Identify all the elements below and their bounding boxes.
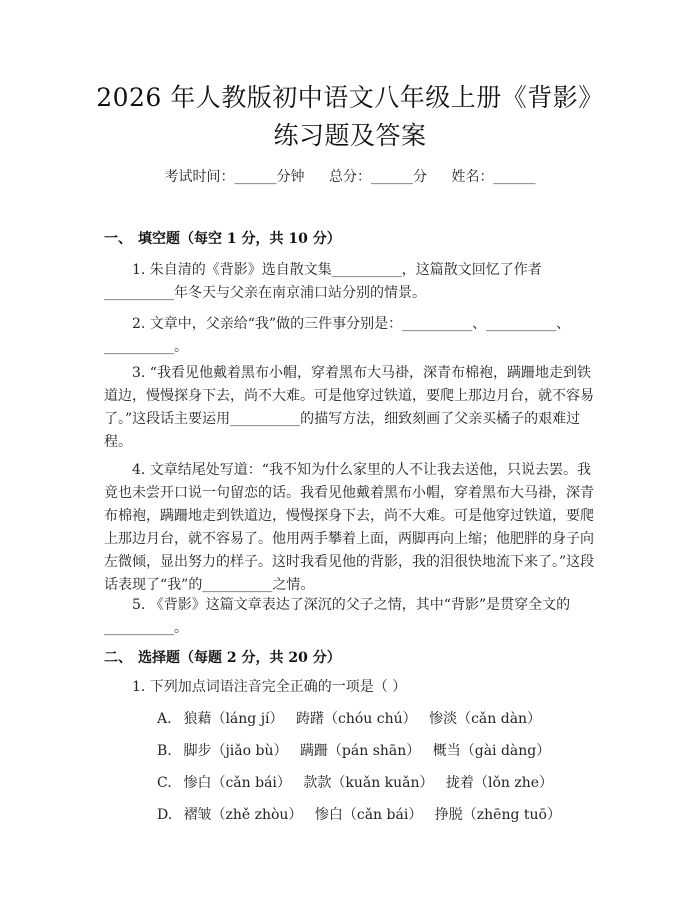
section-1-heading [104, 229, 341, 249]
section-2-heading [104, 648, 341, 668]
option-word: 款款（kuǎn kuǎn） [303, 775, 434, 791]
fill-question-4: 4. 文章结尾处写道：“我不知为什么家里的人不让我去送他，只说去罢。我竟也未尝开口说一句留恋的话。我看见他戴着黑布小帽，穿着黑布大马褂，深青布棉袍，蹒跚地走到铁道边，慢慢探身下去，尚不大难。可是他穿过铁道，要爬上那边月台，就不容易了。他用两手攀着上面，两脚再向上缩；他肥胖的身子向左微倾，显出努力的样子。这时我看见他的背影，我的泪很快地流下来了。”这段话表现了“我”的__________之情。 [104, 462, 595, 593]
fill-question-5: 5. 《背影》这篇文章表达了深沉的父子之情，其中“背影”是贯穿全文的__________。 [104, 597, 571, 636]
option-label: C. [157, 775, 172, 791]
exam-time: 考试时间：______分钟 [164, 169, 305, 185]
option-word: 挣脱（zhēng tuō） [434, 807, 561, 823]
exam-meta [0, 167, 700, 187]
choice-option-a [157, 709, 549, 729]
document-title-line-2: 练习题及答案 [273, 121, 427, 150]
section-2-title: 选择题（每题 2 分，共 20 分） [138, 650, 341, 666]
option-word: 踌躇（chóu chú） [295, 711, 417, 727]
option-word: 褶皱（zhě zhòu） [183, 807, 303, 823]
option-word: 脚步（jiǎo bù） [183, 743, 288, 759]
option-word: 惨淡（cǎn dàn） [429, 711, 542, 727]
choice-question-1-stem: 1. 下列加点词语注音完全正确的一项是（ ） [132, 679, 407, 695]
section-1-title: 填空题（每空 1 分，共 10 分） [138, 231, 341, 247]
option-word: 狼藉（láng jí） [183, 711, 284, 727]
exam-total-score: 总分：______分 [329, 169, 427, 185]
choice-option-b [157, 741, 558, 761]
option-word: 蹒跚（pán shān） [299, 743, 421, 759]
option-word: 惨白（cǎn bái） [183, 775, 291, 791]
choice-option-d [157, 805, 569, 825]
fill-question-3: 3. “我看见他戴着黑布小帽，穿着黑布大马褂，深青布棉袍，蹒跚地走到铁道边，慢慢探身下去，尚不大难。可是他穿过铁道，要爬上那边月台，就不容易了。”这段话主要运用__________的描写方法，细致刻画了父亲买橘子的艰难过程。 [104, 365, 594, 450]
fill-question-2: 2. 文章中，父亲给“我”做的三件事分别是：__________、__________、__________。 [104, 316, 571, 355]
option-word: 拢着（lǒn zhe） [446, 775, 554, 791]
choice-option-c [157, 773, 561, 793]
option-label: A. [157, 711, 172, 727]
option-label: B. [157, 743, 172, 759]
exam-name: 姓名：______ [451, 169, 536, 185]
document-title-line-1: 2026 年人教版初中语文八年级上册《背影》 [96, 83, 604, 112]
fill-question-1: 1. 朱自清的《背影》选自散文集__________，这篇散文回忆了作者__________年冬天与父亲在南京浦口站分别的情景。 [104, 262, 542, 301]
option-word: 概当（gài dàng） [432, 743, 551, 759]
option-label: D. [157, 807, 173, 823]
section-1-number: 一、 [104, 231, 132, 247]
option-word: 惨白（cǎn bái） [314, 807, 423, 823]
section-2-number: 二、 [104, 650, 132, 666]
